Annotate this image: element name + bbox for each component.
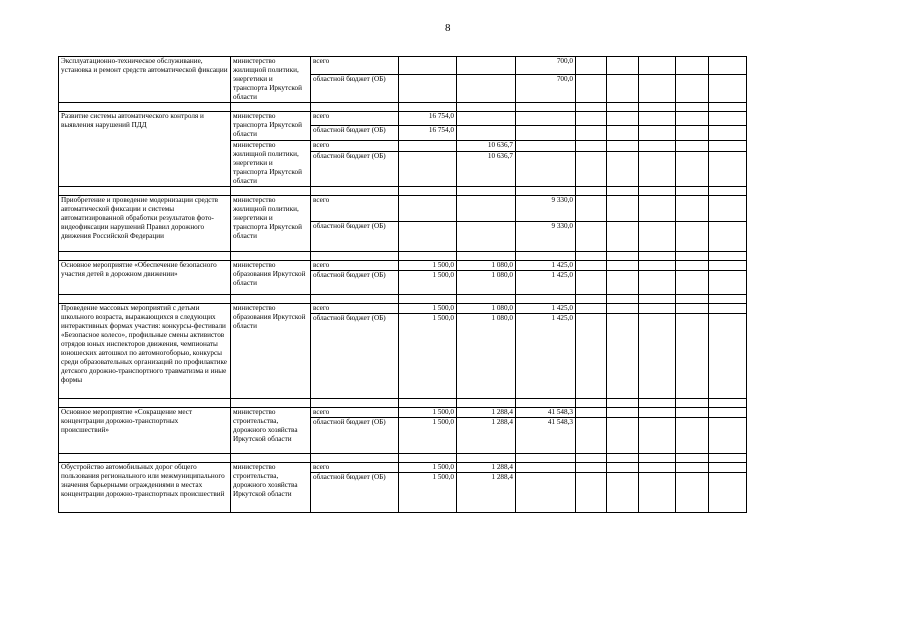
funding-source-cell: всего bbox=[311, 195, 399, 221]
empty-cell bbox=[709, 270, 747, 294]
funding-source-cell: всего bbox=[311, 112, 399, 126]
empty-cell bbox=[311, 186, 399, 195]
executor-cell: министерство образования Иркутской области bbox=[231, 303, 311, 398]
table-row bbox=[59, 195, 747, 221]
executor-cell: министерство жилищной политики, энергетики и транспорта Иркутской области bbox=[231, 140, 311, 186]
amount-cell bbox=[457, 74, 516, 103]
amount-cell: 10 636,7 bbox=[457, 152, 516, 187]
amount-cell: 700,0 bbox=[516, 57, 576, 75]
empty-cell bbox=[709, 103, 747, 112]
empty-cell bbox=[639, 454, 676, 463]
amount-cell bbox=[457, 112, 516, 126]
amount-cell: 1 500,0 bbox=[399, 313, 457, 398]
empty-cell bbox=[607, 463, 639, 473]
funding-source-cell: областной бюджет (ОБ) bbox=[311, 152, 399, 187]
activity-cell: Приобретение и проведение модернизации средств автоматической фиксации и системы автоматизированной обработки результатов фото-видеофиксации нарушений Правил дорожного движения Российской Федерации bbox=[59, 195, 231, 251]
empty-cell bbox=[311, 294, 399, 303]
activity-cell: Развитие системы автоматического контроля и выявления нарушений ПДД bbox=[59, 112, 231, 187]
empty-cell bbox=[516, 294, 576, 303]
amount-cell: 1 500,0 bbox=[399, 418, 457, 454]
empty-cell bbox=[676, 140, 709, 152]
empty-cell bbox=[399, 454, 457, 463]
amount-cell: 1 425,0 bbox=[516, 270, 576, 294]
empty-cell bbox=[607, 195, 639, 221]
amount-cell: 1 288,4 bbox=[457, 473, 516, 513]
empty-cell bbox=[607, 251, 639, 260]
empty-cell bbox=[709, 221, 747, 251]
empty-cell bbox=[576, 140, 607, 152]
empty-cell bbox=[639, 473, 676, 513]
empty-cell bbox=[59, 454, 231, 463]
amount-cell bbox=[457, 221, 516, 251]
table-row bbox=[59, 57, 747, 75]
spacer-row bbox=[59, 103, 747, 112]
empty-cell bbox=[607, 126, 639, 140]
empty-cell bbox=[676, 398, 709, 407]
funding-source-cell: областной бюджет (ОБ) bbox=[311, 126, 399, 140]
empty-cell bbox=[676, 313, 709, 398]
amount-cell bbox=[399, 221, 457, 251]
empty-cell bbox=[576, 398, 607, 407]
empty-cell bbox=[676, 418, 709, 454]
empty-cell bbox=[607, 152, 639, 187]
empty-cell bbox=[676, 126, 709, 140]
empty-cell bbox=[709, 473, 747, 513]
empty-cell bbox=[59, 398, 231, 407]
empty-cell bbox=[607, 57, 639, 75]
funding-source-cell: всего bbox=[311, 303, 399, 313]
empty-cell bbox=[607, 103, 639, 112]
empty-cell bbox=[639, 303, 676, 313]
activity-cell: Основное мероприятие «Сокращение мест концентрации дорожно-транспортных происшествий» bbox=[59, 407, 231, 453]
empty-cell bbox=[607, 74, 639, 103]
funding-source-cell: областной бюджет (ОБ) bbox=[311, 473, 399, 513]
empty-cell bbox=[576, 195, 607, 221]
empty-cell bbox=[576, 303, 607, 313]
amount-cell: 700,0 bbox=[516, 74, 576, 103]
empty-cell bbox=[607, 112, 639, 126]
amount-cell bbox=[516, 152, 576, 187]
empty-cell bbox=[576, 74, 607, 103]
empty-cell bbox=[676, 270, 709, 294]
empty-cell bbox=[639, 221, 676, 251]
empty-cell bbox=[399, 186, 457, 195]
empty-cell bbox=[607, 418, 639, 454]
empty-cell bbox=[676, 407, 709, 417]
empty-cell bbox=[709, 303, 747, 313]
empty-cell bbox=[607, 140, 639, 152]
funding-source-cell: областной бюджет (ОБ) bbox=[311, 221, 399, 251]
executor-cell: министерство жилищной политики, энергетики и транспорта Иркутской области bbox=[231, 57, 311, 103]
amount-cell: 41 548,3 bbox=[516, 418, 576, 454]
empty-cell bbox=[639, 260, 676, 270]
amount-cell: 1 500,0 bbox=[399, 270, 457, 294]
empty-cell bbox=[59, 103, 231, 112]
activity-cell: Основное мероприятие «Обеспечение безопасного участия детей в дорожном движении» bbox=[59, 260, 231, 294]
executor-cell: министерство образования Иркутской области bbox=[231, 260, 311, 294]
empty-cell bbox=[516, 251, 576, 260]
empty-cell bbox=[676, 195, 709, 221]
empty-cell bbox=[709, 418, 747, 454]
amount-cell: 41 548,3 bbox=[516, 407, 576, 417]
empty-cell bbox=[576, 152, 607, 187]
budget-table bbox=[58, 56, 747, 513]
empty-cell bbox=[676, 103, 709, 112]
empty-cell bbox=[639, 112, 676, 126]
empty-cell bbox=[676, 294, 709, 303]
empty-cell bbox=[399, 294, 457, 303]
amount-cell bbox=[399, 57, 457, 75]
empty-cell bbox=[576, 294, 607, 303]
funding-source-cell: областной бюджет (ОБ) bbox=[311, 74, 399, 103]
empty-cell bbox=[607, 260, 639, 270]
empty-cell bbox=[457, 398, 516, 407]
empty-cell bbox=[457, 186, 516, 195]
empty-cell bbox=[709, 313, 747, 398]
executor-cell: министерство транспорта Иркутской области bbox=[231, 112, 311, 140]
empty-cell bbox=[709, 140, 747, 152]
amount-cell: 1 288,4 bbox=[457, 407, 516, 417]
amount-cell: 10 636,7 bbox=[457, 140, 516, 152]
activity-cell: Эксплуатационно-техническое обслуживание, установка и ремонт средств автоматической фиксации bbox=[59, 57, 231, 103]
empty-cell bbox=[639, 398, 676, 407]
spacer-row bbox=[59, 186, 747, 195]
empty-cell bbox=[231, 454, 311, 463]
spacer-row bbox=[59, 398, 747, 407]
empty-cell bbox=[639, 74, 676, 103]
amount-cell: 1 288,4 bbox=[457, 418, 516, 454]
empty-cell bbox=[709, 463, 747, 473]
empty-cell bbox=[311, 251, 399, 260]
amount-cell bbox=[399, 140, 457, 152]
empty-cell bbox=[59, 186, 231, 195]
amount-cell bbox=[399, 74, 457, 103]
amount-cell bbox=[516, 112, 576, 126]
spacer-row bbox=[59, 454, 747, 463]
empty-cell bbox=[231, 186, 311, 195]
empty-cell bbox=[576, 463, 607, 473]
empty-cell bbox=[639, 140, 676, 152]
amount-cell bbox=[457, 195, 516, 221]
empty-cell bbox=[639, 294, 676, 303]
table-row bbox=[59, 463, 747, 473]
empty-cell bbox=[639, 463, 676, 473]
empty-cell bbox=[607, 313, 639, 398]
empty-cell bbox=[311, 454, 399, 463]
amount-cell: 1 080,0 bbox=[457, 270, 516, 294]
empty-cell bbox=[639, 103, 676, 112]
empty-cell bbox=[576, 112, 607, 126]
empty-cell bbox=[576, 260, 607, 270]
empty-cell bbox=[231, 398, 311, 407]
empty-cell bbox=[639, 418, 676, 454]
empty-cell bbox=[676, 152, 709, 187]
empty-cell bbox=[576, 221, 607, 251]
empty-cell bbox=[576, 454, 607, 463]
empty-cell bbox=[676, 303, 709, 313]
empty-cell bbox=[607, 186, 639, 195]
empty-cell bbox=[457, 454, 516, 463]
empty-cell bbox=[639, 195, 676, 221]
empty-cell bbox=[607, 454, 639, 463]
empty-cell bbox=[709, 186, 747, 195]
empty-cell bbox=[607, 398, 639, 407]
empty-cell bbox=[709, 407, 747, 417]
empty-cell bbox=[676, 221, 709, 251]
executor-cell: министерство строительства, дорожного хозяйства Иркутской области bbox=[231, 407, 311, 453]
funding-source-cell: всего bbox=[311, 57, 399, 75]
amount-cell bbox=[516, 463, 576, 473]
empty-cell bbox=[607, 303, 639, 313]
activity-cell: Обустройство автомобильных дорог общего пользования регионального или межмуниципального значения барьерными ограждениями в местах концентрации дорожно-транспортных происшествий bbox=[59, 463, 231, 513]
empty-cell bbox=[639, 126, 676, 140]
table-row bbox=[59, 303, 747, 313]
empty-cell bbox=[639, 57, 676, 75]
empty-cell bbox=[709, 57, 747, 75]
empty-cell bbox=[231, 103, 311, 112]
empty-cell bbox=[59, 251, 231, 260]
empty-cell bbox=[676, 260, 709, 270]
empty-cell bbox=[709, 260, 747, 270]
empty-cell bbox=[576, 313, 607, 398]
executor-cell: министерство жилищной политики, энергетики и транспорта Иркутской области bbox=[231, 195, 311, 251]
empty-cell bbox=[676, 454, 709, 463]
amount-cell: 1 425,0 bbox=[516, 303, 576, 313]
amount-cell bbox=[516, 473, 576, 513]
empty-cell bbox=[576, 186, 607, 195]
empty-cell bbox=[709, 251, 747, 260]
empty-cell bbox=[311, 398, 399, 407]
empty-cell bbox=[231, 251, 311, 260]
empty-cell bbox=[607, 294, 639, 303]
empty-cell bbox=[516, 103, 576, 112]
empty-cell bbox=[639, 270, 676, 294]
amount-cell: 9 330,0 bbox=[516, 221, 576, 251]
empty-cell bbox=[607, 221, 639, 251]
executor-cell: министерство строительства, дорожного хозяйства Иркутской области bbox=[231, 463, 311, 513]
amount-cell bbox=[457, 57, 516, 75]
amount-cell bbox=[516, 126, 576, 140]
amount-cell: 1 080,0 bbox=[457, 260, 516, 270]
amount-cell: 1 500,0 bbox=[399, 473, 457, 513]
funding-source-cell: всего bbox=[311, 463, 399, 473]
empty-cell bbox=[709, 74, 747, 103]
amount-cell: 1 425,0 bbox=[516, 260, 576, 270]
amount-cell bbox=[457, 126, 516, 140]
table-row bbox=[59, 260, 747, 270]
empty-cell bbox=[576, 407, 607, 417]
empty-cell bbox=[516, 398, 576, 407]
amount-cell: 1 500,0 bbox=[399, 260, 457, 270]
empty-cell bbox=[516, 454, 576, 463]
amount-cell bbox=[516, 140, 576, 152]
empty-cell bbox=[709, 112, 747, 126]
amount-cell: 9 330,0 bbox=[516, 195, 576, 221]
empty-cell bbox=[709, 152, 747, 187]
empty-cell bbox=[457, 103, 516, 112]
empty-cell bbox=[576, 103, 607, 112]
empty-cell bbox=[457, 251, 516, 260]
funding-source-cell: областной бюджет (ОБ) bbox=[311, 313, 399, 398]
amount-cell: 1 080,0 bbox=[457, 313, 516, 398]
empty-cell bbox=[676, 57, 709, 75]
amount-cell: 1 080,0 bbox=[457, 303, 516, 313]
empty-cell bbox=[576, 126, 607, 140]
empty-cell bbox=[607, 407, 639, 417]
funding-source-cell: всего bbox=[311, 260, 399, 270]
amount-cell bbox=[399, 152, 457, 187]
empty-cell bbox=[607, 270, 639, 294]
empty-cell bbox=[709, 454, 747, 463]
empty-cell bbox=[457, 294, 516, 303]
funding-source-cell: всего bbox=[311, 140, 399, 152]
empty-cell bbox=[639, 313, 676, 398]
empty-cell bbox=[576, 473, 607, 513]
empty-cell bbox=[676, 112, 709, 126]
empty-cell bbox=[676, 74, 709, 103]
amount-cell: 1 500,0 bbox=[399, 463, 457, 473]
empty-cell bbox=[576, 57, 607, 75]
table-row bbox=[59, 407, 747, 417]
empty-cell bbox=[399, 251, 457, 260]
empty-cell bbox=[399, 103, 457, 112]
empty-cell bbox=[639, 407, 676, 417]
spacer-row bbox=[59, 251, 747, 260]
amount-cell: 16 754,0 bbox=[399, 126, 457, 140]
empty-cell bbox=[576, 270, 607, 294]
funding-source-cell: областной бюджет (ОБ) bbox=[311, 270, 399, 294]
activity-cell: Проведение массовых мероприятий с детьми школьного возраста, выражающихся в следующих интерактивных формах участия: конкурсы-фестивали «Безопасное колесо», профильные смены активистов отрядов юных инспекторов движения, чемпионаты юношеских автошкол по автомногоборью, конкурсы среди образовательных организаций по профилактике детского дорожно-транспортного травматизма и иные формы bbox=[59, 303, 231, 398]
funding-source-cell: областной бюджет (ОБ) bbox=[311, 418, 399, 454]
empty-cell bbox=[709, 398, 747, 407]
empty-cell bbox=[709, 126, 747, 140]
empty-cell bbox=[639, 186, 676, 195]
empty-cell bbox=[676, 186, 709, 195]
empty-cell bbox=[639, 152, 676, 187]
empty-cell bbox=[399, 398, 457, 407]
amount-cell: 1 425,0 bbox=[516, 313, 576, 398]
funding-source-cell: всего bbox=[311, 407, 399, 417]
amount-cell: 1 500,0 bbox=[399, 303, 457, 313]
empty-cell bbox=[639, 251, 676, 260]
empty-cell bbox=[607, 473, 639, 513]
empty-cell bbox=[709, 195, 747, 221]
amount-cell: 1 500,0 bbox=[399, 407, 457, 417]
amount-cell: 1 288,4 bbox=[457, 463, 516, 473]
empty-cell bbox=[311, 103, 399, 112]
empty-cell bbox=[59, 294, 231, 303]
empty-cell bbox=[576, 251, 607, 260]
empty-cell bbox=[516, 186, 576, 195]
amount-cell bbox=[399, 195, 457, 221]
empty-cell bbox=[676, 463, 709, 473]
empty-cell bbox=[709, 294, 747, 303]
spacer-row bbox=[59, 294, 747, 303]
empty-cell bbox=[676, 473, 709, 513]
empty-cell bbox=[676, 251, 709, 260]
amount-cell: 16 754,0 bbox=[399, 112, 457, 126]
page-number: 8 bbox=[445, 22, 451, 34]
empty-cell bbox=[576, 418, 607, 454]
table-row bbox=[59, 112, 747, 126]
empty-cell bbox=[231, 294, 311, 303]
